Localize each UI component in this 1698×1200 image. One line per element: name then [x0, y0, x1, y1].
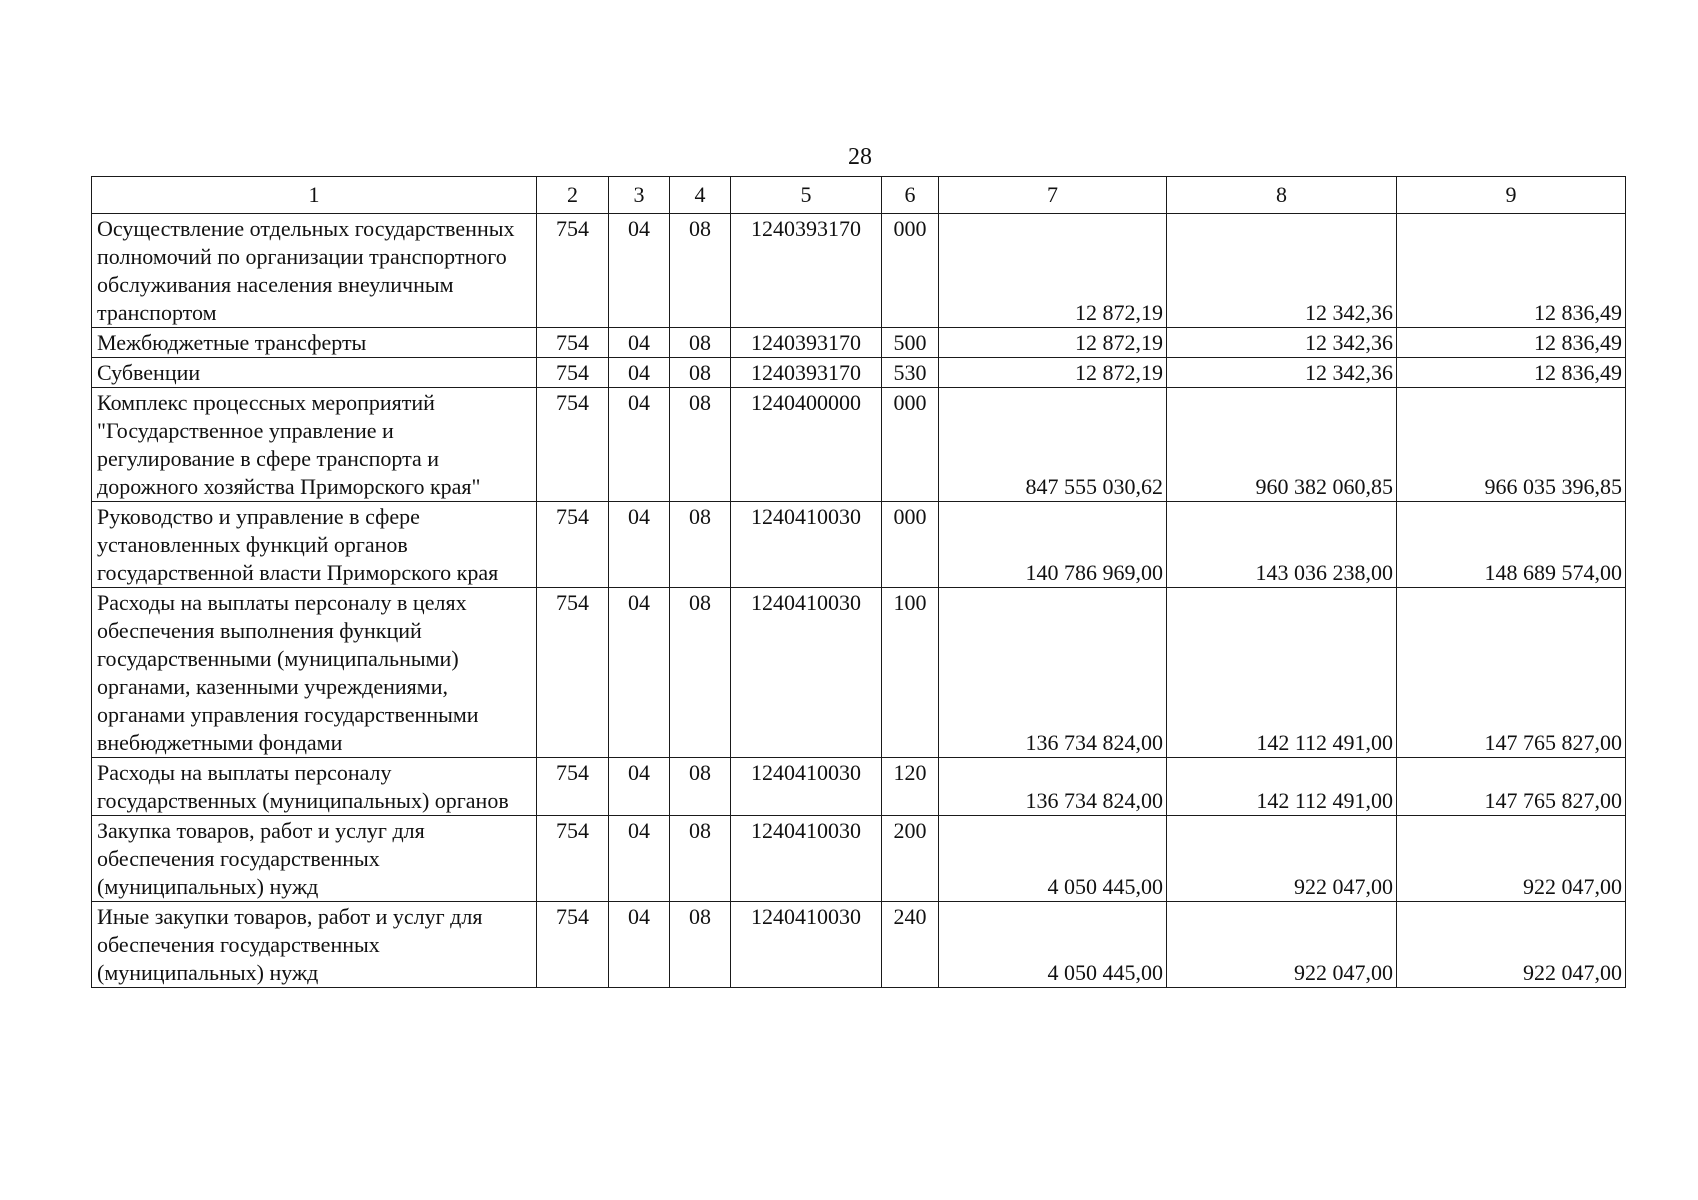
target-article-code-cell: 1240400000 [731, 388, 882, 502]
target-article-code-cell: 1240393170 [731, 214, 882, 328]
column-number: 4 [670, 177, 731, 214]
expense-type-code-cell: 000 [882, 502, 939, 588]
column-number: 9 [1397, 177, 1626, 214]
ministry-code-cell: 754 [537, 588, 609, 758]
amount-col9-cell: 12 836,49 [1397, 214, 1626, 328]
section-code-cell: 04 [609, 214, 670, 328]
ministry-code-cell: 754 [537, 214, 609, 328]
row-name-cell: Иные закупки товаров, работ и услуг для обеспечения государственных (муниципальных) нужд [92, 902, 537, 988]
amount-col9-cell: 966 035 396,85 [1397, 388, 1626, 502]
table-row [92, 388, 1626, 502]
target-article-code-cell: 1240393170 [731, 328, 882, 358]
subsection-code-cell: 08 [670, 902, 731, 988]
table-row [92, 358, 1626, 388]
subsection-code-cell: 08 [670, 816, 731, 902]
amount-col7-cell: 12 872,19 [939, 328, 1167, 358]
subsection-code-cell: 08 [670, 214, 731, 328]
table-row [92, 588, 1626, 758]
section-code-cell: 04 [609, 902, 670, 988]
amount-col9-cell: 148 689 574,00 [1397, 502, 1626, 588]
subsection-code-cell: 08 [670, 502, 731, 588]
column-number: 1 [92, 177, 537, 214]
table-row [92, 758, 1626, 816]
target-article-code-cell: 1240410030 [731, 758, 882, 816]
amount-col9-cell: 12 836,49 [1397, 328, 1626, 358]
amount-col7-cell: 4 050 445,00 [939, 816, 1167, 902]
section-code-cell: 04 [609, 816, 670, 902]
expense-type-code-cell: 200 [882, 816, 939, 902]
section-code-cell: 04 [609, 388, 670, 502]
column-number: 6 [882, 177, 939, 214]
column-number: 5 [731, 177, 882, 214]
table-row [92, 816, 1626, 902]
amount-col7-cell: 12 872,19 [939, 214, 1167, 328]
amount-col7-cell: 140 786 969,00 [939, 502, 1167, 588]
expense-type-code-cell: 530 [882, 358, 939, 388]
section-code-cell: 04 [609, 588, 670, 758]
expense-type-code-cell: 000 [882, 388, 939, 502]
expense-type-code-cell: 500 [882, 328, 939, 358]
table-row [92, 328, 1626, 358]
target-article-code-cell: 1240410030 [731, 902, 882, 988]
amount-col7-cell: 136 734 824,00 [939, 588, 1167, 758]
subsection-code-cell: 08 [670, 588, 731, 758]
expense-type-code-cell: 100 [882, 588, 939, 758]
target-article-code-cell: 1240410030 [731, 502, 882, 588]
column-number: 3 [609, 177, 670, 214]
page-number: 28 [848, 144, 872, 170]
amount-col8-cell: 960 382 060,85 [1167, 388, 1397, 502]
subsection-code-cell: 08 [670, 358, 731, 388]
ministry-code-cell: 754 [537, 328, 609, 358]
section-code-cell: 04 [609, 358, 670, 388]
amount-col8-cell: 143 036 238,00 [1167, 502, 1397, 588]
amount-col8-cell: 12 342,36 [1167, 214, 1397, 328]
expense-type-code-cell: 120 [882, 758, 939, 816]
table-body [92, 177, 1626, 988]
table-row [92, 214, 1626, 328]
amount-col9-cell: 922 047,00 [1397, 902, 1626, 988]
subsection-code-cell: 08 [670, 328, 731, 358]
ministry-code-cell: 754 [537, 358, 609, 388]
row-name-cell: Руководство и управление в сфере установленных функций органов государственной власти Приморского края [92, 502, 537, 588]
column-number: 7 [939, 177, 1167, 214]
amount-col8-cell: 12 342,36 [1167, 358, 1397, 388]
amount-col7-cell: 12 872,19 [939, 358, 1167, 388]
subsection-code-cell: 08 [670, 758, 731, 816]
row-name-cell: Расходы на выплаты персоналу в целях обеспечения выполнения функций государственными (муниципальными) органами, казенными учреждениями, органами управления государственными внебюджетными фондами [92, 588, 537, 758]
amount-col8-cell: 12 342,36 [1167, 328, 1397, 358]
amount-col9-cell: 12 836,49 [1397, 358, 1626, 388]
target-article-code-cell: 1240393170 [731, 358, 882, 388]
row-name-cell: Осуществление отдельных государственных полномочий по организации транспортного обслуживания населения внеуличным транспортом [92, 214, 537, 328]
ministry-code-cell: 754 [537, 902, 609, 988]
expense-type-code-cell: 000 [882, 214, 939, 328]
table-row [92, 502, 1626, 588]
table-row [92, 902, 1626, 988]
section-code-cell: 04 [609, 328, 670, 358]
ministry-code-cell: 754 [537, 502, 609, 588]
ministry-code-cell: 754 [537, 758, 609, 816]
amount-col9-cell: 147 765 827,00 [1397, 588, 1626, 758]
amount-col7-cell: 136 734 824,00 [939, 758, 1167, 816]
subsection-code-cell: 08 [670, 388, 731, 502]
row-name-cell: Комплекс процессных мероприятий "Государственное управление и регулирование в сфере транспорта и дорожного хозяйства Приморского края" [92, 388, 537, 502]
column-number-row [92, 177, 1626, 214]
target-article-code-cell: 1240410030 [731, 816, 882, 902]
expense-type-code-cell: 240 [882, 902, 939, 988]
amount-col8-cell: 922 047,00 [1167, 816, 1397, 902]
amount-col9-cell: 922 047,00 [1397, 816, 1626, 902]
ministry-code-cell: 754 [537, 816, 609, 902]
amount-col9-cell: 147 765 827,00 [1397, 758, 1626, 816]
amount-col7-cell: 847 555 030,62 [939, 388, 1167, 502]
column-number: 8 [1167, 177, 1397, 214]
ministry-code-cell: 754 [537, 388, 609, 502]
budget-table [91, 176, 1626, 988]
row-name-cell: Межбюджетные трансферты [92, 328, 537, 358]
row-name-cell: Субвенции [92, 358, 537, 388]
section-code-cell: 04 [609, 758, 670, 816]
target-article-code-cell: 1240410030 [731, 588, 882, 758]
amount-col8-cell: 922 047,00 [1167, 902, 1397, 988]
column-number: 2 [537, 177, 609, 214]
amount-col8-cell: 142 112 491,00 [1167, 758, 1397, 816]
row-name-cell: Расходы на выплаты персоналу государственных (муниципальных) органов [92, 758, 537, 816]
row-name-cell: Закупка товаров, работ и услуг для обеспечения государственных (муниципальных) нужд [92, 816, 537, 902]
section-code-cell: 04 [609, 502, 670, 588]
amount-col7-cell: 4 050 445,00 [939, 902, 1167, 988]
amount-col8-cell: 142 112 491,00 [1167, 588, 1397, 758]
